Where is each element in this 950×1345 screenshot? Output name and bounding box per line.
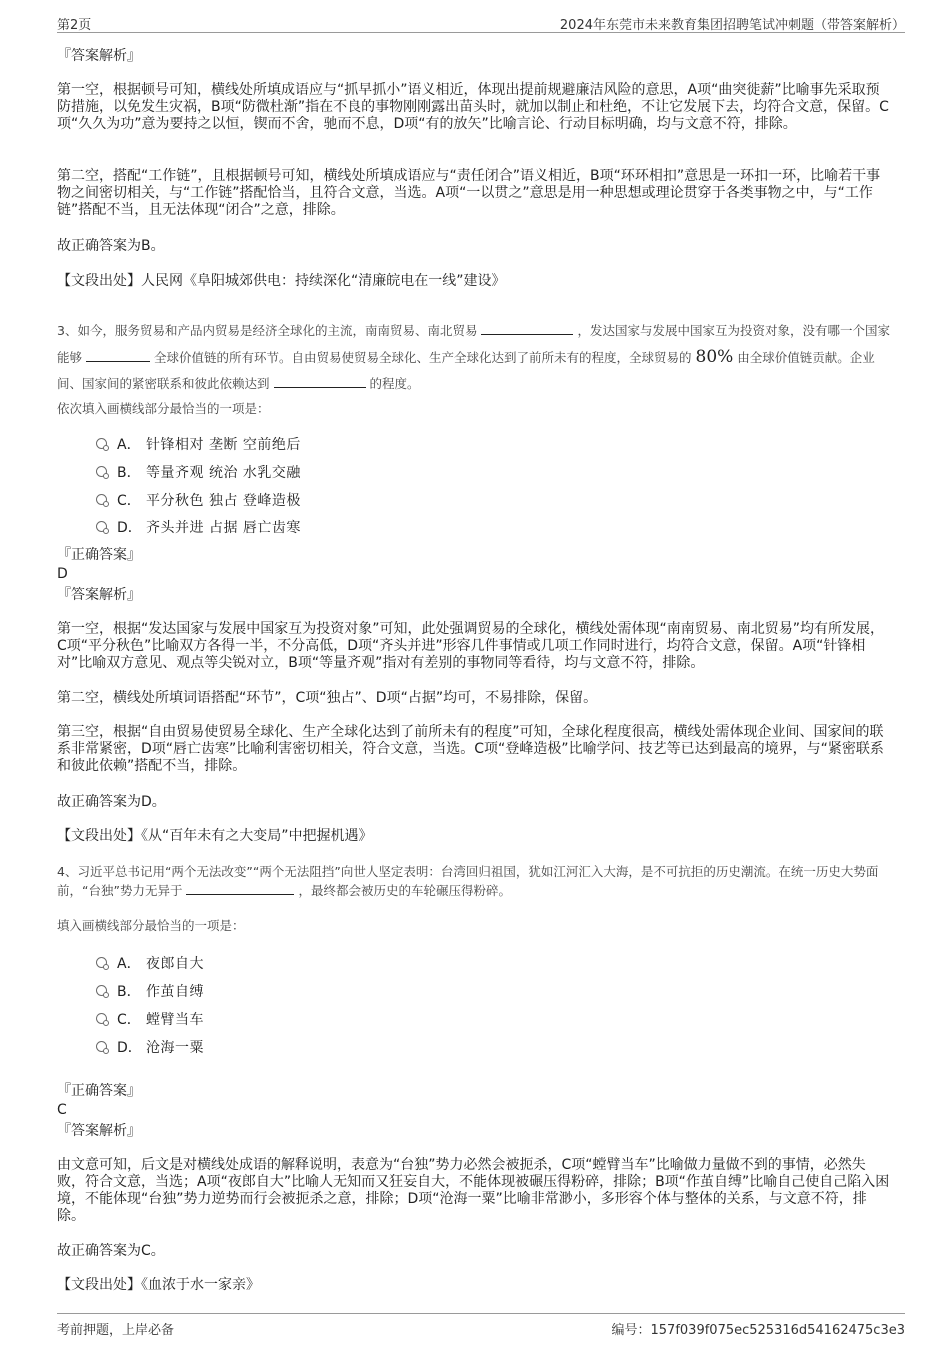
radio-icon[interactable] <box>96 521 107 532</box>
q3-blank-2 <box>86 349 150 362</box>
q2-analysis-p2: 第二空，搭配“工作链”，且根据顿号可知，横线处所填成语应与“责任闭合”语义相近，B项“环环相扣”意思是一环扣一环，比喻若干事物之间密切相关，与“工作链”搭配恰当，且符合文意，当选。A项“一以贯之”意思是用一种思想或理论贯穿于各类事物之中，与“工作链”搭配不当，且无法体现“闭合”之意，排除。 <box>57 168 881 218</box>
q3-analysis-p1: 第一空，根据“发达国家与发展中国家互为投资对象”可知，此处强调贸易的全球化，横线处需体现“南南贸易、南北贸易”均有所发展，C项“平分秋色”比喻双方各得一半，不分高低，D项“齐头并进”形容几件事情或几项工作同时进行，均符合文意，保留。A项“针锋相对”比喻双方意见、观点等尖锐对立，B项“等量齐观”指对有差别的事物同等看待，均与文意不符，排除。 <box>57 621 885 671</box>
page-header <box>57 10 905 33</box>
q4-option-d[interactable]: D． 沧海一粟 <box>96 1036 596 1058</box>
q4-source: 【文段出处】《血浓于水一家亲》 <box>57 1277 260 1293</box>
q4-option-a[interactable]: A． 夜郎自大 <box>96 952 596 974</box>
radio-icon[interactable] <box>96 1013 107 1024</box>
q2-analysis-p1: 第一空，根据顿号可知，横线处所填成语应与“抓早抓小”语义相近，体现出提前规避廉洁风险的意思，A项“曲突徙薪”比喻事先采取预防措施，以免发生灾祸，B项“防微杜渐”指在不良的事物刚刚露出苗头时，就加以制止和杜绝，不让它发展下去，均符合文意，保留。C项“久久为功”意为要持之以恒，锲而不舍，驰而不息，D项“有的放矢”比喻言论、行动目标明确，均与文意不符，排除。 <box>57 82 889 132</box>
page-footer <box>57 1313 905 1340</box>
q3-stem: 3、如今，服务贸易和产品内贸易是经济全球化的主流，南南贸易、南北贸易 ，发达国家与发展中国家互为投资对象，没有哪一个国家能够 全球价值链的所有环节。自由贸易使贸易全球化、生产全球化达到了前所未有的程度，全球贸易的 80% 由全球价值链贡献。企业间、国家间的紧密联系和彼此依赖达到 的程度。 <box>57 323 890 391</box>
q3-option-d[interactable]: D． 齐头并进 占据 唇亡齿寒 <box>96 516 596 538</box>
footer-slogan: 考前押题，上岸必备 <box>57 1323 175 1338</box>
q3-analysis-label: 『答案解析』 <box>57 587 141 603</box>
q2-analysis-label: 『答案解析』 <box>57 48 141 64</box>
q4-analysis-p1: 由文意可知，后文是对横线处成语的解释说明，表意为“台独”势力必然会被扼杀，C项“螳臂当车”比喻做力量做不到的事情，必然失败，符合文意，当选；A项“夜郎自大”比喻人无知而又狂妄自大，不能体现被碾压得粉碎，排除；B项“作茧自缚”比喻自己使自己陷入困境，不能体现“台独”势力逆势而行会被扼杀之意，排除；D项“沧海一粟”比喻非常渺小，多形容个体与整体的关系，与文意不符，排除。 <box>57 1157 890 1224</box>
radio-icon[interactable] <box>96 494 107 505</box>
page-number: 第2页 <box>57 18 92 33</box>
radio-icon[interactable] <box>96 466 107 477</box>
radio-icon[interactable] <box>96 957 107 968</box>
radio-icon[interactable] <box>96 1041 107 1052</box>
document-code: 编号：157f039f075ec525316d54162475c3e3 <box>611 1323 905 1338</box>
q3-percent: 80% <box>695 347 734 367</box>
radio-icon[interactable] <box>96 438 107 449</box>
q2-conclusion: 故正确答案为B。 <box>57 238 165 254</box>
q3-source: 【文段出处】《从“百年未有之大变局”中把握机遇》 <box>57 828 373 844</box>
document-title: 2024年东莞市未来教育集团招聘笔试冲刺题（带答案解析） <box>559 18 905 33</box>
q4-answer-label: 『正确答案』 <box>57 1083 141 1099</box>
q4-option-b[interactable]: B． 作茧自缚 <box>96 980 596 1002</box>
q3-blank-3 <box>274 375 366 388</box>
q3-option-c[interactable]: C． 平分秋色 独占 登峰造极 <box>96 489 596 511</box>
q3-blank-1 <box>481 322 573 335</box>
q3-answer-label: 『正确答案』 <box>57 547 141 563</box>
radio-icon[interactable] <box>96 985 107 996</box>
q4-answer: C <box>57 1102 67 1118</box>
q3-conclusion: 故正确答案为D。 <box>57 794 166 810</box>
q2-source: 【文段出处】人民网《阜阳城郊供电：持续深化“清廉皖电在一线”建设》 <box>57 273 506 289</box>
q3-prompt: 依次填入画横线部分最恰当的一项是： <box>57 401 270 416</box>
q4-stem: 4、习近平总书记用“两个无法改变”“两个无法阻挡”向世人坚定表明：台湾回归祖国，犹如江河汇入大海，是不可抗拒的历史潮流。在统一历史大势面前，“台独”势力无异于 ，最终都会被历史的车轮碾压得粉碎。 <box>57 864 879 898</box>
q4-blank <box>186 882 294 895</box>
q3-analysis-p3: 第三空，根据“自由贸易使贸易全球化、生产全球化达到了前所未有的程度”可知，全球化程度很高，横线处需体现企业间、国家间的联系非常紧密，D项“唇亡齿寒”比喻利害密切相关，符合文意，当选。C项“登峰造极”比喻学问、技艺等已达到最高的境界，与“紧密联系和彼此依赖”搭配不当，排除。 <box>57 724 884 774</box>
q3-option-b[interactable]: B． 等量齐观 统治 水乳交融 <box>96 461 596 483</box>
q3-option-a[interactable]: A． 针锋相对 垄断 空前绝后 <box>96 433 596 455</box>
q3-analysis-p2: 第二空，横线处所填词语搭配“环节”，C项“独占”、D项“占据”均可，不易排除，保留。 <box>57 690 598 706</box>
q4-option-c[interactable]: C． 螳臂当车 <box>96 1008 596 1030</box>
q4-prompt: 填入画横线部分最恰当的一项是： <box>57 918 245 933</box>
q4-conclusion: 故正确答案为C。 <box>57 1243 165 1259</box>
q4-analysis-label: 『答案解析』 <box>57 1123 141 1139</box>
q3-answer: D <box>57 566 68 582</box>
